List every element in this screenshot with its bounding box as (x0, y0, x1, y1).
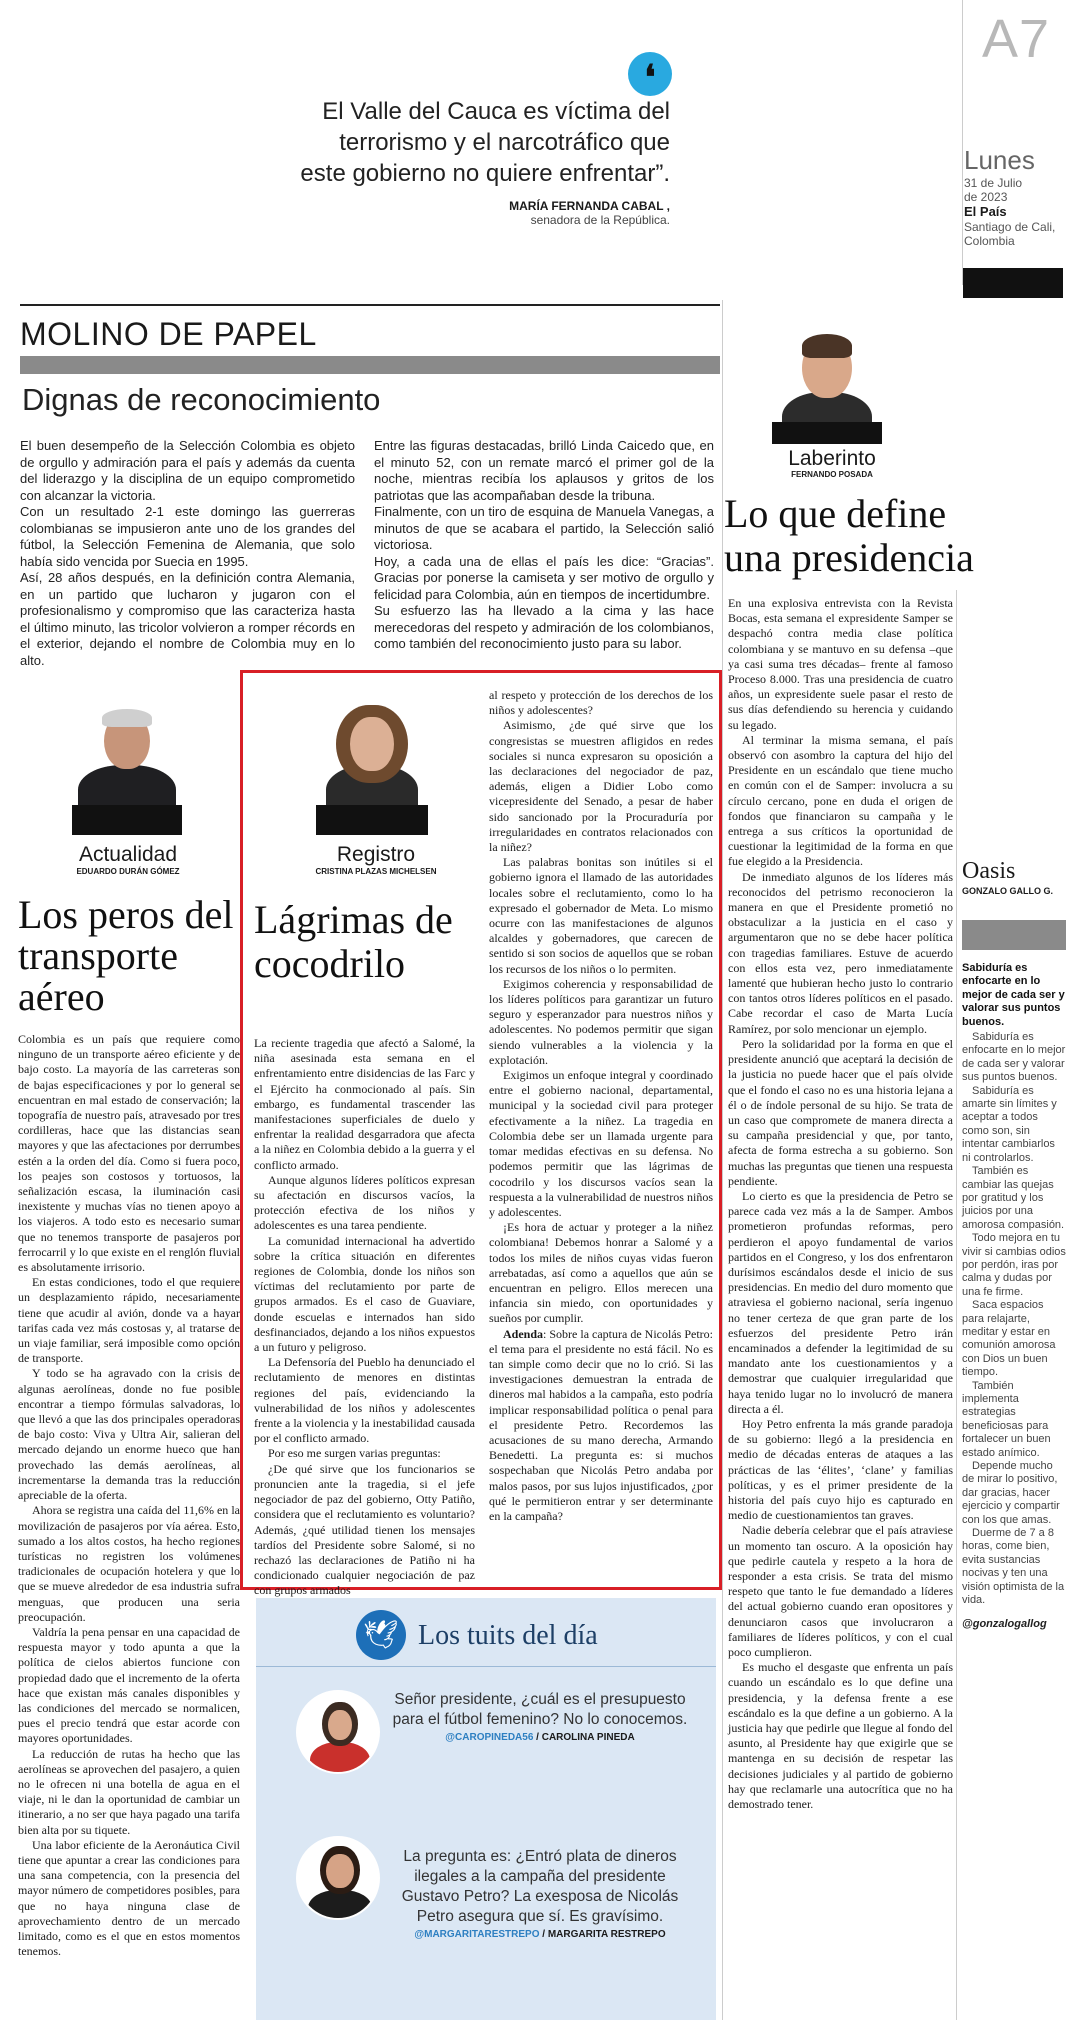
actualidad-p2: En estas condiciones, todo el que requiere un desplazamiento rápido, necesariamente tiene que acudir al avión, donde va a hayar tarifas cada vez más costosas y, al tratarse de un viaje familiar, será imposible como opción de transporte. (18, 1275, 240, 1366)
tweet-1-signature (390, 1732, 690, 1743)
editorial-p5: Finalmente, con un tiro de esquina de Manuela Vanegas, a minutos de que se acabara el partido, la Selección salió victoriosa. (374, 504, 714, 552)
avatar-carolina-pineda[interactable] (296, 1690, 380, 1774)
registro-col2 (489, 688, 713, 1524)
actualidad-headline-1: Los peros del (18, 892, 234, 937)
registro-headline-1: Lágrimas de (254, 897, 453, 942)
registro-p11: Exigimos un enfoque integral y coordinado entre el gobierno nacional, departamental, municipal y la sociedad civil para proteger efectivamente a la niñez. La tragedia en Colombia debe ser un llamada urgente para tomar medidas efectivas en su defensa. No podemos permitir que las lágrimas de cocodrilo y los discursos vacíos sean la respuesta a la vulnerabilidad de nuestros niños y adolescentes. (489, 1068, 713, 1219)
oasis-p3: También es cambiar las quejas por gratitud y los juicios por una amorosa compasión. (962, 1165, 1065, 1231)
oasis-column: Oasis (962, 858, 1016, 884)
tweet-2-signature (390, 1929, 690, 1940)
date-block (964, 145, 1074, 248)
laberinto-headline-2: una presidencia (724, 535, 974, 580)
registro-p10: Exigimos coherencia y responsabilidad de los líderes políticos para garantizar un futuro seguro y esperanzador para nuestros niños y adolescentes. No podemos permitir que sigan siendo vulnerables a la violencia y la explotación. (489, 976, 713, 1067)
registro-p5: Por eso me surgen varias preguntas: (268, 1446, 441, 1461)
avatar-margarita-restrepo[interactable] (296, 1836, 380, 1920)
actualidad-p1: Colombia es un país que requiere como ninguno de un transporte aéreo eficiente y de bajo costo. La mayoría de las carreteras son de bajas especificaciones y por lo general se encuentran en mal estado de conservación; la topografía de nuestro país, atravesado por tres cordilleras, hace que las distancias sean mayores y que las afectaciones por derrumbes estén a la orden del día. Como si fuera poco, los peajes son costosos y tortuosos, la señalización escasa, la iluminación casi inexistente y muchas vías no tienen apoyo a los viajeros. A todo esto es necesario sumar que no tenemos transporte de pasajeros por ferrocarril y lo que existe en el renglón fluvial es absolutamente irrisorio. (18, 1032, 240, 1275)
tweet-2-handle[interactable]: @MARGARITARESTREPO (414, 1929, 540, 1940)
date-line2: de 2023 (964, 190, 1008, 204)
actualidad-headline-3: aéreo (18, 974, 105, 1019)
laberinto-author: FERNANDO POSADA (791, 470, 873, 479)
laberinto-p6: Hoy Petro enfrenta la más grande paradoja de su gobierno: llegó a la presidencia en medio de décadas enteras de ataques a las prácticas de las ‘élites’, ‘clane’ y familias políticas, y es el primer presidente de la historia del país cuyo hijo es capturado en medio de cuestionamientos tan graves. (728, 1416, 953, 1523)
laberinto-p1: En una explosiva entrevista con la Revista Bocas, esta semana el expresidente Samper se despachó contra media clase política colombiana y se mantuvo en su defensa –que ya casi suma tres décadas– frente al famoso Proceso 8.000. Tras una presidencia de cuatro años, un expresidente suele pasar el resto de sus días defendiendo su herencia y cuidando su legado. (728, 596, 953, 732)
registro-column: Registro (336, 843, 416, 866)
date-line1: 31 de Julio (964, 176, 1023, 190)
tweets-panel (256, 1598, 716, 2020)
day-label: Lunes (964, 145, 1035, 175)
vertical-rule-right (722, 300, 723, 2020)
registro-p12: ¡Es hora de actuar y proteger a la niñez colombiana! Debemos honrar a Salomé y a todos los miles de niños cuyas vidas fueron arrebatadas, así como a aquellos que aún se encuentran en peligro. Ellos merecen una infancia sin miedo, con oportunidades y sueños por cumplir. (489, 1220, 713, 1326)
oasis-p8: Duerme de 7 a 8 horas, come bien, evita sustancias nocivas y ten una visión optimista de la vida. (962, 1527, 1065, 1607)
section-top-rule (20, 304, 720, 306)
quote-text-3: este gobierno no quiere enfrentar”. (300, 160, 670, 187)
tweets-title: Los tuits del día (418, 1620, 598, 1651)
laberinto-p5: Lo cierto es que la presidencia de Petro se parece cada vez más a la de Samper. Ambos prometieron profundas reformas, pero perdieron el apoyo fundamental de varios partidos en el Congreso, y los dos enfrentaron durísimos escándalos desde el inicio de sus presidencias. En medio del duro momento que atraviesa el gobierno nacional, sería ingenuo no tener certeza de que gran parte de los esfuerzos del presidente Petro irán encaminados a defender la legitimidad de su mandato ante los cuestionamientos y a demostrar que cualquier irregularidad que haya tenido lugar no lo involucró de manera directa a él. (728, 1188, 953, 1416)
registro-headline-2: cocodrilo (254, 941, 406, 986)
quote-block (200, 96, 670, 227)
laberinto-p3: De inmediato algunos de los líderes más reconocidos del petrismo reconocieron la manera en que el Presidente prometió no obstaculizar a la justicia en el caso y argumentaron que no se debe hacer política con tragedias familiares. Estuve de acuerdo con ellos esta vez, pero inmediatamente lamenté que hubieran hecho justo lo contrario con tantos otros líderes políticos en el pasado. Cabe recordar el caso de Marta Lucía Ramírez, por solo mencionar un ejemplo. (728, 869, 953, 1036)
city-line1: Santiago de Cali, (964, 220, 1056, 234)
actualidad-p6: La reducción de rutas ha hecho que las aerolíneas se aprovechen del pasajero, a quien no le ofrecen ni una botella de agua en el viaje, ni le dan la oportunidad de cambiar un itinerario, a no ser que haya pagado una tarifa bien alta por su tiquete. (18, 1746, 240, 1837)
registro-p2: Aunque algunos líderes políticos expresan su afectación en discursos vacíos, la protección efectiva de los niños y adolescentes es una tarea pendiente. (254, 1172, 475, 1233)
oasis-lead: Sabiduría es enfocarte en lo mejor de cada ser y valorar sus puntos buenos. (962, 962, 1065, 1028)
tweet-2-name: / MARGARITA RESTREPO (539, 1929, 666, 1940)
section-title: MOLINO DE PAPEL (20, 316, 317, 352)
oasis-p2: Sabiduría es amarte sin límites y aceptar a todos como son, sin intentar cambiarlos ni controlarlos. (962, 1084, 1057, 1164)
laberinto-p4: Pero la solidaridad por la forma en que el presidente anunció que aceptará la decisión de la justicia no puede hacer que el país olvide que el fondo el caso no es una historia lejana a él o de índole personal de su hijo. Se trata de un caso que compromete de manera directa a su campaña presidencial y que, por tanto, afecta de forma estrecha a su gobierno. Son muchas las preguntas que tienen una respuesta pendiente. (728, 1036, 953, 1188)
tweet-1-text: Señor presidente, ¿cuál es el presupuesto para el fútbol femenino? No lo conocemos. (392, 1691, 688, 1728)
header-black-bar (963, 268, 1063, 298)
registro-col1 (254, 1036, 475, 1599)
actualidad-p4: Ahora se registra una caída del 11,6% en la movilización de pasajeros por vía aérea. Esto, sumado a los altos costos, ha hecho regiones turísticas no registren los volúmenes tradicionales de ocupación hotelera y que lo que se mueve alrededor de esa industria sufra menguas, que producen una seria preocupación. (18, 1503, 240, 1624)
registro-p8: Asimismo, ¿de qué sirve que los congresistas se muestren afligidos en redes sociales si nunca expresaron su oposición a las declaraciones del negociador de paz, además, eligen a Didier Lobo como vicepresidente del Senado, a pesar de haber sido sancionado por la Procuraduría por irregularidades en contratos relacionados con la niñez? (489, 718, 713, 855)
editorial-p7: Su esfuerzo las ha llevado a la cima y las hace merecedoras del respeto y admiración de los colombianos, como también del reconocimiento justo para su labor. (374, 603, 714, 651)
laberinto-headline (724, 492, 980, 580)
oasis-handle[interactable]: @gonzalogallog (962, 1617, 1047, 1630)
editorial-p4: Entre las figuras destacadas, brilló Linda Caicedo que, en el minuto 52, con un remate marcó el primer gol de la noche, mientras recibía los aplausos y gritos de los patriotas que las acompañaban desde la tribuna. (374, 438, 714, 503)
avatar-cristina-plazas (316, 703, 428, 813)
oasis-p6: También implementa estrategias beneficiosas para fortalecer un buen estado anímico. (962, 1379, 1051, 1459)
editorial-p1: El buen desempeño de la Selección Colombia es objeto de orgullo y admiración para el país y además da cuenta del liderazgo y la disciplina de un equipo comprometido con alcanzar la victoria. (20, 438, 355, 503)
quote-role: senadora de la República. (530, 213, 670, 227)
quote-icon: ❛ (628, 52, 672, 96)
registro-p6: ¿De qué sirve que los funcionarios se pronuncien ante la tragedia, si el jefe negociador de paz del gobierno, Otty Patiño, considera que el reclutamiento es voluntario? Además, ¿qué utilidad tienen los mensajes tardíos del Presidente sobre Salomé, si no rechazó las declaraciones de Patiño ni ha condicionado cualquier negociación de paz con grupos armados (254, 1461, 475, 1598)
oasis-p4: Todo mejora en tu vivir si cambias odios por perdón, iras por calma y dudas por una fe firme. (962, 1232, 1066, 1298)
bird-icon: 🕊 (356, 1610, 406, 1660)
laberinto-column: Laberinto (788, 447, 876, 470)
laberinto-body (728, 596, 953, 1812)
paper-name: El País (964, 204, 1007, 219)
editorial-col2 (374, 438, 714, 653)
actualidad-headline (18, 894, 248, 1017)
vertical-rule-oasis (956, 590, 957, 2020)
laberinto-p8: Es mucho el desgaste que enfrenta un país cuando un escándalo es lo que define una presidencia, y la defensa frente a ese escándalo es la que define a un gobierno. A la justicia hay que pedirle que llegue al fondo del asunto, al Presidente hay que exigirle que se mantenga en su decisión de respetar las decisiones judiciales y al partido de gobierno hay que reclamarle una autocrítica que no ha demostrado tener. (728, 1660, 953, 1812)
registro-p3: La comunidad internacional ha advertido sobre la crítica situación en diferentes regiones de Colombia, donde los niños son víctimas del reclutamiento por parte de grupos armados. Es el caso de Guaviare, donde escuelas e internados han sido desfinanciados, dejando a los niños expuestos a un futuro y peligroso. (254, 1233, 475, 1355)
actualidad-p5: Valdría la pena pensar en una capacidad de respuesta mayor y todo apunta a que la política de cielos abiertos funcione con propiedad dado que el incremento de la oferta hace que existan más canales disponibles y las condiciones del mercado se normalicen, pues el precio tendrá que estar acorde con mayores oportunidades. (18, 1624, 240, 1746)
quote-author: MARÍA FERNANDA CABAL , (509, 199, 670, 213)
registro-p1: La reciente tragedia que afectó a Salomé, la niña asesinada esta semana en el enfrentamiento entre disidencias de las Farc y el Ejército ha conmocionado al país. Sin embargo, es fundamental trascender las manifestaciones superficiales de duelo y enfrentar la realidad desgarradora que afecta a la niñez en Colombia debido a la guerra y el conflicto armado. (254, 1036, 475, 1172)
grey-title-bar (20, 356, 720, 374)
oasis-grey-bar (962, 920, 1066, 950)
laberinto-p7: Nadie debería celebrar que el país atraviese un momento tan oscuro. A la oposición hay que pedirle cautela y respeto a la hora de responder a esta crisis. Se trata del mismo respeto que tanto le fue demandado a líderes del actual gobierno cuando eran opositores y denunciaron casos que involucraron a familiares de líderes políticos, y con el cual poco cumplieron. (728, 1523, 953, 1660)
page-number: A7 (982, 9, 1051, 69)
quote-text-2: terrorismo y el narcotráfico que (339, 129, 670, 156)
city-line2: Colombia (964, 234, 1015, 248)
actualidad-body (18, 1032, 240, 1959)
registro-bar (316, 805, 428, 835)
adenda-text: : Sobre la captura de Nicolás Petro: el tema para el presidente no está fácil. No es tan simple como decir que no lo crió. Si las investigaciones demuestran la entrada de dineros mal habidos a la campaña, esto podría implicar responsabilidad política o penal para el presidente Petro. Recordemos las acusaciones de su mano derecha, Armando Benedetti. La pregunta es: si muchos sospechaban que Nicolás Petro andaba por malos pasos, por sus lujos injustificados, ¿por qué le permitieron entrar y ser determinante en la campaña? (489, 1326, 713, 1523)
oasis-p7: Depende mucho de mirar lo positivo, dar gracias, hacer ejercicio y compartir con los que amas. (962, 1460, 1060, 1526)
oasis-p1: Sabiduría es enfocarte en lo mejor de cada ser y valorar sus puntos buenos. (962, 1031, 1066, 1084)
tweets-panel-underline (256, 1666, 716, 1667)
oasis-body (962, 962, 1066, 1631)
laberinto-headline-1: Lo que define (724, 491, 947, 536)
editorial-p2: Con un resultado 2-1 este domingo las guerreras colombianas se impusieron ante uno de los grandes del fútbol, la Selección Femenina de Alemania, que solo había sido vencida por Suecia en 1995. (20, 504, 355, 569)
right-header-rule (962, 0, 963, 285)
registro-p7: al respeto y protección de los derechos de los niños y adolescentes? (489, 688, 713, 718)
adenda-label: Adenda (503, 1326, 544, 1341)
actualidad-headline-2: transporte (18, 933, 178, 978)
tweet-2-text: La pregunta es: ¿Entró plata de dineros ilegales a la campaña del presidente Gustavo Petro? La exesposa de Nicolás Petro asegura que sí. Es gravísimo. (401, 1848, 679, 1925)
registro-p9: Las palabras bonitas son inútiles si el gobierno ignora el llamado de las autoridades locales sobre el reclutamiento, como lo ha expresado el gobernador de Meta. Lo mismo ocurre con las manifestaciones de algunos alcaldes y gobernadores, que carecen de sentido si son socios de aquellos que se roban los recursos de los niños o lo permiten. (489, 855, 713, 976)
quote-text-1: El Valle del Cauca es víctima del (322, 98, 670, 125)
registro-adenda (489, 1327, 713, 1525)
actualidad-bar (72, 805, 182, 835)
avatar-eduardo-duran (72, 705, 182, 815)
oasis-author: GONZALO GALLO G. (962, 886, 1053, 896)
registro-author: CRISTINA PLAZAS MICHELSEN (315, 867, 437, 876)
actualidad-author: EDUARDO DURÁN GÓMEZ (76, 867, 180, 876)
registro-headline (254, 898, 474, 986)
tweet-1-handle[interactable]: @CAROPINEDA56 (445, 1732, 534, 1743)
laberinto-p2: Al terminar la misma semana, el país observó con asombro la captura del hijo del Presidente en un escándalo que tiene mucho en común con el de Samper: involucra a su círculo cercano, pone en duda el origen de fondos que financiaron su campaña y le entrega a sus críticos la oportunidad de cuestionar la legitimidad de la forma en que fue elegido a la Presidencia. (728, 732, 953, 869)
actualidad-p7: Una labor eficiente de la Aeronáutica Civil tiene que apuntar a crear las condiciones para una sana competencia, con la presencia del mayor número de competidores posibles, para que no haya ninguna clase de aprovechamiento dentro de un mercado limitado, como es el que en estos momentos tenemos. (18, 1837, 240, 1959)
tweet-1 (390, 1690, 690, 1743)
actualidad-p3: Y todo se ha agravado con la crisis de algunas aerolíneas, donde no fue posible encontrar a tiempo fórmulas salvadoras, lo que llevó a que las dos principales operadoras de bajo costo: Viva y Ultra Air, salieran del mercado dejando un enorme hueco que han provechado las demás aerolíneas, al incrementarse la demanda tras la reducción apreciable de la oferta. (18, 1366, 240, 1503)
editorial-p6: Hoy, a cada una de ellas el país les dice: “Gracias”. Gracias por ponerse la camiseta y ser motivo de orgullo y felicidad para Colombia, aún en tiempos de incertidumbre. (374, 553, 714, 602)
editorial-col1 (20, 438, 355, 669)
tweet-1-name: / CAROLINA PINEDA (533, 1732, 635, 1743)
actualidad-column: Actualidad (78, 843, 178, 866)
tweet-2 (390, 1847, 690, 1940)
oasis-p5: Saca espacios para relajarte, meditar y estar en comunión amorosa con Dios un buen tiempo. (962, 1299, 1056, 1379)
editorial-title: Dignas de reconocimiento (22, 382, 381, 417)
laberinto-bar (772, 422, 882, 444)
editorial-p3: Así, 28 años después, en la definición contra Alemania, en un partido que lucharon y jugaron con el profesionalismo y compromiso que las caracteriza hasta el último minuto, las tricolor volvieron a romper récords en el exterior, dejando el nombre de Colombia muy en lo alto. (20, 570, 355, 668)
registro-p4: La Defensoría del Pueblo ha denunciado el reclutamiento de menores en distintas regiones del país, evidenciando la vulnerabilidad de los niños y adolescentes frente a la violencia y la inestabilidad causada por el conflicto armado. (254, 1355, 475, 1446)
